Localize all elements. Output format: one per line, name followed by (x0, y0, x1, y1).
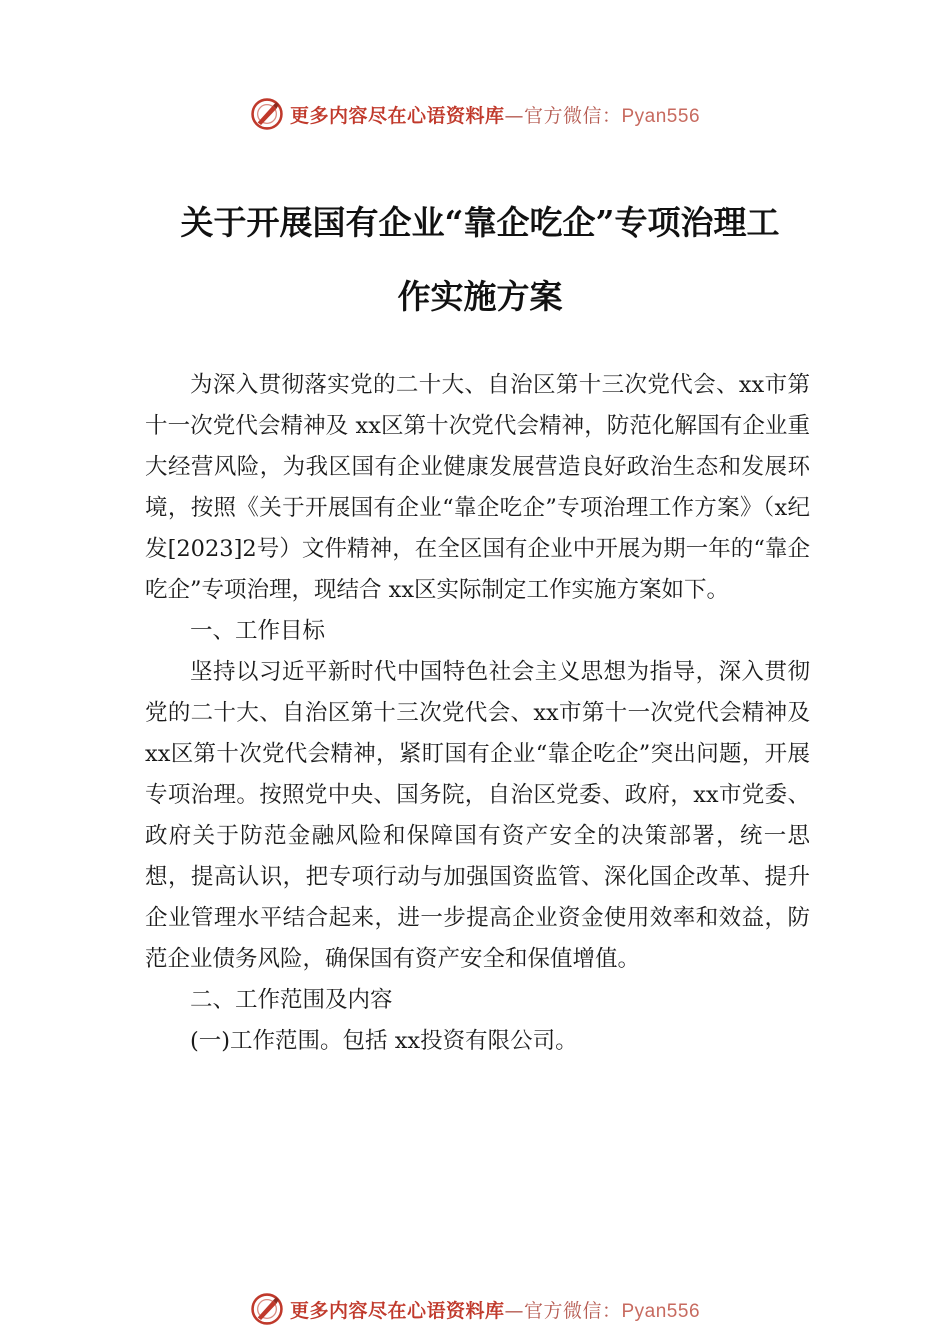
watermark-wechat-label: 官方微信： (523, 1299, 622, 1322)
header-watermark (0, 94, 950, 134)
title-line-1: 关于开展国有企业“靠企吃企”专项治理工 (180, 203, 780, 242)
watermark-separator: — (504, 1299, 524, 1322)
watermark-separator: — (504, 104, 524, 127)
section-heading-scope: 二、工作范围及内容 (190, 987, 393, 1013)
intro-paragraph: 为深入贯彻落实党的二十大、自治区第十三次党代会、xx市第十一次党代会精神及 xx区第十次党代会精神，防范化解国有企业重大经营风险，为我区国有企业健康发展营造良好政治生态和发展环境，按照《关于开展国有企业“靠企吃企”专项治理工作方案》（x纪发[2023]2号）文件精神，在全区国有企业中开展为期一年的“靠企吃企”专项治理，现结合 xx区实际制定工作实施方案如下。 (145, 372, 810, 603)
watermark-wechat-label: 官方微信： (523, 104, 622, 127)
watermark-wechat-id: Pyan556 (621, 1300, 701, 1322)
document-title (150, 186, 810, 334)
watermark-text (290, 1296, 700, 1323)
pen-logo-icon (250, 97, 284, 131)
document-body (145, 365, 810, 1062)
watermark-wechat-id: Pyan556 (621, 105, 701, 127)
watermark-brand: 更多内容尽在心语资料库 (289, 104, 505, 127)
section-heading-goals: 一、工作目标 (190, 618, 326, 644)
title-line-2: 作实施方案 (397, 277, 563, 316)
pen-logo-icon (250, 1292, 284, 1326)
watermark-text (290, 101, 700, 128)
goals-paragraph: 坚持以习近平新时代中国特色社会主义思想为指导，深入贯彻党的二十大、自治区第十三次党代会、xx市第十一次党代会精神及 xx区第十次党代会精神，紧盯国有企业“靠企吃企”突出问题，开展专项治理。按照党中央、国务院，自治区党委、政府，xx市党委、政府关于防范金融风险和保障国有资产安全的决策部署，统一思想，提高认识，把专项行动与加强国资监管、深化国企改革、提升企业管理水平结合起来，进一步提高企业资金使用效率和效益，防范企业债务风险，确保国有资产安全和保值增值。 (145, 659, 810, 972)
scope-paragraph: (一)工作范围。包括 xx投资有限公司。 (190, 1028, 578, 1054)
watermark-brand: 更多内容尽在心语资料库 (289, 1299, 505, 1322)
footer-watermark (0, 1289, 950, 1329)
